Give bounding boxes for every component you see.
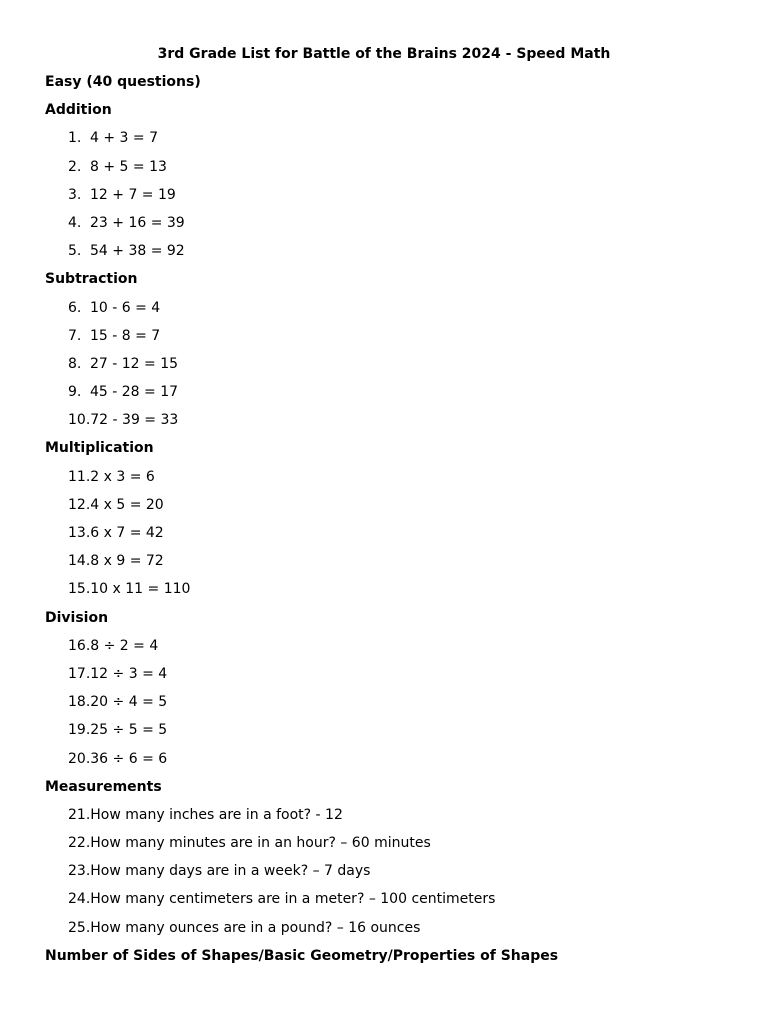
item-text: 36 ÷ 6 = 6: [90, 750, 168, 767]
item-number: 19.: [68, 722, 91, 739]
item-number: 11.: [68, 468, 91, 485]
list-item: [45, 241, 745, 269]
item-number: 6.: [68, 299, 82, 316]
list-item: [45, 410, 745, 438]
item-text: How many centimeters are in a meter? – 100 centimeters: [90, 891, 496, 908]
section-heading-addition: Addition: [45, 102, 112, 119]
list-item: [45, 467, 745, 495]
item-number: 20.: [68, 750, 91, 767]
item-number: 1.: [68, 130, 82, 147]
list-item: [45, 861, 745, 889]
list-item: [45, 833, 745, 861]
list-item: [45, 636, 745, 664]
item-number: 13.: [68, 525, 91, 541]
item-text: 4 x 5 = 20: [90, 496, 164, 513]
item-text: 10 - 6 = 4: [90, 299, 161, 316]
item-text: 4 + 3 = 7: [90, 130, 158, 147]
item-number: 8.: [68, 355, 82, 372]
document-title: 3rd Grade List for Battle of the Brains 2024 - Speed Math: [157, 46, 611, 62]
item-number: 25.: [68, 919, 91, 936]
item-text: 45 - 28 = 17: [90, 384, 179, 401]
item-text: 15 - 8 = 7: [90, 327, 161, 344]
item-text: 10 x 11 = 110: [90, 581, 191, 598]
item-number: 18.: [68, 694, 91, 711]
list-item: [45, 523, 745, 551]
list-item: [45, 157, 745, 185]
section-heading-shapes: Number of Sides of Shapes/Basic Geometry/Properties of Shapes: [45, 947, 559, 964]
item-number: 2.: [68, 158, 82, 175]
item-text: 8 x 9 = 72: [90, 553, 164, 570]
item-text: 23 + 16 = 39: [90, 214, 185, 231]
list-item: [45, 805, 745, 833]
item-text: How many days are in a week? – 7 days: [90, 863, 371, 880]
item-number: 23.: [68, 863, 91, 880]
list-item: [45, 889, 745, 917]
list-item: [45, 128, 745, 156]
item-number: 5.: [68, 243, 82, 260]
item-number: 4.: [68, 214, 82, 231]
item-number: 15.: [68, 581, 91, 598]
list-item: [45, 382, 745, 410]
list-item: [45, 720, 745, 748]
list-item: [45, 495, 745, 523]
item-text: 6 x 7 = 42: [90, 525, 164, 541]
item-number: 7.: [68, 327, 82, 344]
list-item: [45, 551, 745, 579]
item-text: 54 + 38 = 92: [90, 243, 185, 260]
list-item: [45, 185, 745, 213]
item-number: 24.: [68, 891, 91, 908]
level-heading: Easy (40 questions): [45, 74, 201, 90]
section-heading-measurements: Measurements: [45, 778, 162, 795]
item-text: How many ounces are in a pound? – 16 ounces: [90, 919, 421, 936]
item-text: 8 + 5 = 13: [90, 158, 167, 175]
item-text: How many inches are in a foot? - 12: [90, 806, 343, 823]
list-item: [45, 664, 745, 692]
list-item: [45, 326, 745, 354]
list-item: [45, 692, 745, 720]
item-number: 22.: [68, 835, 91, 852]
item-text: 12 + 7 = 19: [90, 186, 176, 203]
item-number: 21.: [68, 806, 91, 823]
item-text: 12 ÷ 3 = 4: [90, 665, 168, 682]
item-number: 10.: [68, 412, 91, 429]
item-text: 2 x 3 = 6: [90, 468, 155, 485]
item-number: 16.: [68, 637, 91, 654]
list-item: [45, 749, 745, 777]
section-heading-subtraction: Subtraction: [45, 271, 138, 288]
item-text: 8 ÷ 2 = 4: [90, 637, 159, 654]
list-item: [45, 213, 745, 241]
item-number: 12.: [68, 496, 91, 513]
document-body: [45, 72, 745, 974]
section-heading-division: Division: [45, 609, 109, 626]
item-text: 72 - 39 = 33: [90, 412, 179, 429]
item-number: 14.: [68, 553, 91, 570]
item-number: 17.: [68, 665, 91, 682]
item-text: 25 ÷ 5 = 5: [90, 722, 168, 739]
item-number: 3.: [68, 186, 82, 203]
list-item: [45, 918, 745, 946]
item-text: 20 ÷ 4 = 5: [90, 694, 168, 711]
item-number: 9.: [68, 384, 82, 401]
section-heading-multiplication: Multiplication: [45, 440, 154, 457]
list-item: [45, 354, 745, 382]
list-item: [45, 579, 745, 607]
item-text: How many minutes are in an hour? – 60 minutes: [90, 835, 431, 852]
item-text: 27 - 12 = 15: [90, 355, 179, 372]
list-item: [45, 298, 745, 326]
